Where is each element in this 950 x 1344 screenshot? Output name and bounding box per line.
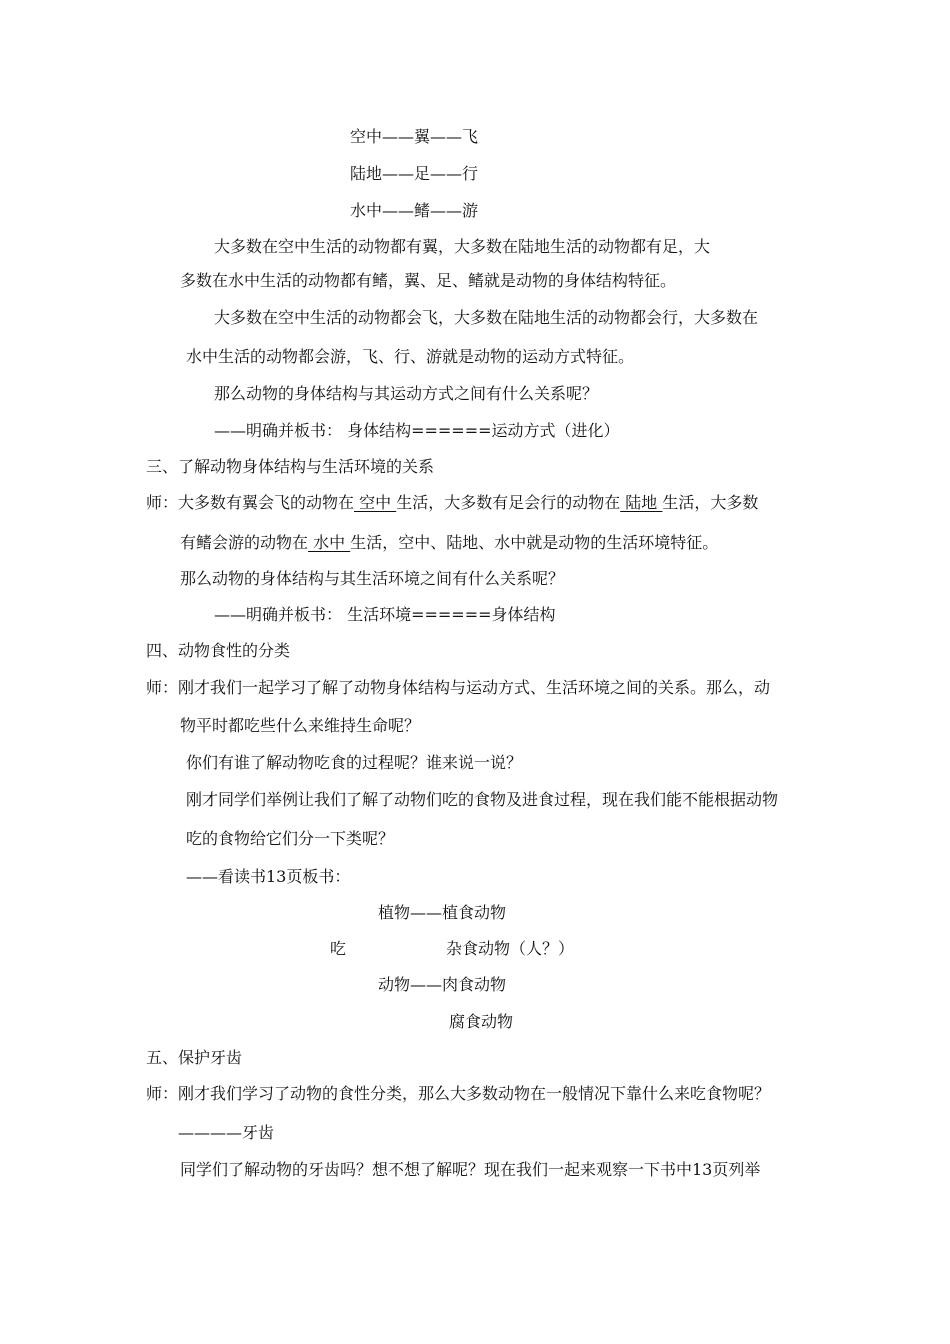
section-heading-3: 三、了解动物身体结构与生活环境的关系	[146, 457, 435, 476]
paragraph-line: 师：刚才我们学习了动物的食性分类，那么大多数动物在一般情况下靠什么来吃食物呢？	[146, 1084, 771, 1103]
text-run: 生活，大多数	[662, 493, 759, 512]
paragraph-line: 水中生活的动物都会游，飞、行、游就是动物的运动方式特征。	[186, 347, 635, 366]
habitat-land-line: 陆地——足——行	[350, 164, 479, 183]
text-run: 有鳍会游的动物在	[180, 533, 309, 552]
paragraph-line	[180, 532, 718, 554]
board-writing-line: ——明确并板书： 生活环境======身体结构	[214, 605, 556, 624]
paragraph-line: ——看读书13页板书：	[186, 867, 351, 886]
fill-blank-air: 空中	[354, 493, 397, 512]
habitat-air-line: 空中——翼——飞	[350, 127, 479, 146]
diet-eat-label: 吃	[330, 939, 347, 958]
diet-omnivore-line: 杂食动物（人？）	[446, 939, 575, 958]
paragraph-line: 物平时都吃些什么来维持生命呢？	[180, 716, 421, 735]
board-writing-line: ——明确并板书： 身体结构======运动方式（进化）	[214, 421, 620, 440]
paragraph-line: 吃的食物给它们分一下类呢？	[186, 829, 395, 848]
paragraph-line: 多数在水中生活的动物都有鳍，翼、足、鳍就是动物的身体结构特征。	[180, 271, 677, 290]
paragraph-line: 师：刚才我们一起学习了解了动物身体结构与运动方式、生活环境之间的关系。那么，动	[146, 678, 771, 697]
paragraph-line: 同学们了解动物的牙齿吗？想不想了解呢？现在我们一起来观察一下书中13页列举	[180, 1160, 761, 1179]
text-run: 生活，空中、陆地、水中就是动物的生活环境特征。	[350, 533, 719, 552]
diet-scavenger-line: 腐食动物	[449, 1012, 514, 1031]
section-heading-5: 五、保护牙齿	[146, 1048, 243, 1067]
diet-plant-line: 植物——植食动物	[378, 903, 507, 922]
fill-blank-water: 水中	[308, 533, 351, 552]
paragraph-line: 大多数在空中生活的动物都有翼，大多数在陆地生活的动物都有足，大	[214, 237, 711, 256]
habitat-water-line: 水中——鳍——游	[350, 201, 479, 220]
fill-blank-land: 陆地	[620, 493, 663, 512]
section-heading-4: 四、动物食性的分类	[146, 641, 291, 660]
text-run: 师：大多数有翼会飞的动物在	[146, 493, 355, 512]
paragraph-line: 大多数在空中生活的动物都会飞，大多数在陆地生活的动物都会行，大多数在	[214, 308, 759, 327]
paragraph-line: 你们有谁了解动物吃食的过程呢？谁来说一说？	[186, 753, 523, 772]
paragraph-line: 那么动物的身体结构与其运动方式之间有什么关系呢？	[214, 384, 599, 403]
diet-animal-line: 动物——肉食动物	[378, 975, 507, 994]
text-run: 生活，大多数有足会行的动物在	[396, 493, 621, 512]
paragraph-line: 刚才同学们举例让我们了解了动物们吃的食物及进食过程，现在我们能不能根据动物	[186, 790, 779, 809]
paragraph-line	[146, 492, 758, 514]
paragraph-line: 那么动物的身体结构与其生活环境之间有什么关系呢？	[180, 569, 565, 588]
paragraph-line: ————牙齿	[178, 1123, 275, 1142]
